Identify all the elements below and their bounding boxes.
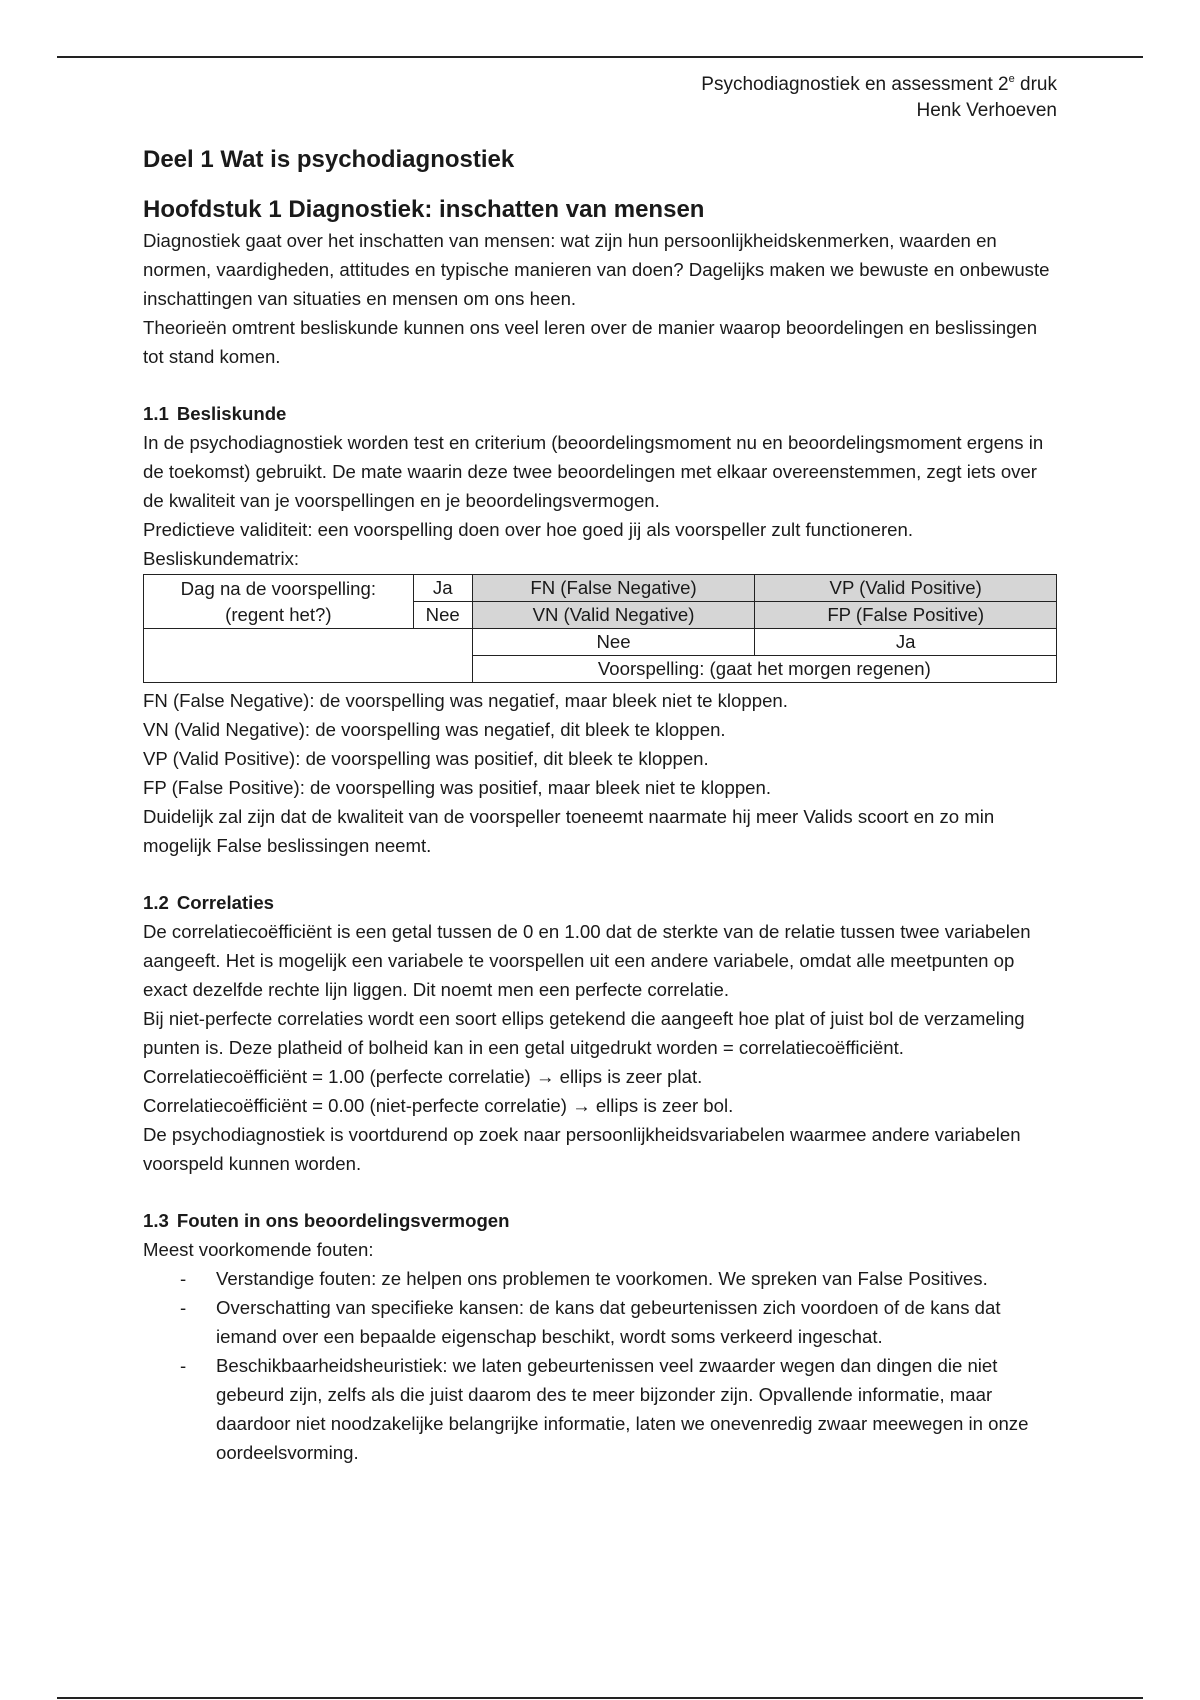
definition-fn: FN (False Negative): de voorspelling was negatief, maar bleek niet te kloppen.: [143, 690, 788, 711]
definition-vn: VN (Valid Negative): de voorspelling was negatief, dit bleek te kloppen.: [143, 719, 726, 740]
matrix-row-ja: [144, 575, 1057, 602]
matrix-cell-vn: VN (Valid Negative): [472, 602, 755, 629]
section-heading-1-3: 1.3 Fouten in ons beoordelingsvermogen: [143, 1210, 510, 1231]
bullet-dash: -: [180, 1355, 187, 1376]
section-1-2-paragraph-2: Bij niet-perfecte correlaties wordt een soort ellips getekend die aangeeft hoe plat of juist bol de verzameling punten is. Deze platheid of bolheid kan in een getal uitgedrukt worden = correlatiecoëfficiënt. Correlatiecoëfficiënt = 1.00 (perfecte correlatie) → ellips is zeer plat.: [143, 1008, 1025, 1087]
section-1-2-paragraph-4: De psychodiagnostiek is voortdurend op zoek naar persoonlijkheidsvariabelen waarmee andere variabelen voorspeld kunnen worden.: [143, 1124, 1021, 1174]
list-item: - Beschikbaarheidsheuristiek: we laten gebeurtenissen veel zwaarder wegen dan dingen die niet gebeurd zijn, zelfs als die juist daarom des te meer bijzonder zijn. Opvallende informatie, maar daardoor niet noodzakelijke belangrijke informatie, laten we onevenredig zwaar meewegen in onze oordeelsvorming.: [216, 1351, 1057, 1467]
running-header: [143, 72, 1057, 124]
top-rule: [57, 56, 1143, 58]
matrix-row-columns: [144, 629, 1057, 656]
list-item: - Overschatting van specifieke kansen: de kans dat gebeurtenissen zich voordoen of de kans dat iemand over een bepaalde eigenschap beschikt, wordt soms verkeerd ingeschat.: [216, 1293, 1057, 1351]
matrix-col-nee: Nee: [472, 629, 755, 656]
section-1-3-intro: Meest voorkomende fouten:: [143, 1239, 374, 1260]
chapter-title: Hoofdstuk 1 Diagnostiek: inschatten van mensen: [143, 196, 705, 223]
matrix-cell-ja: Ja: [413, 575, 472, 602]
matrix-cell-nee: Nee: [413, 602, 472, 629]
matrix-row-header: Dag na de voorspelling: (regent het?): [144, 575, 414, 629]
bullet-dash: -: [180, 1297, 187, 1318]
section-heading-1-2: 1.2 Correlaties: [143, 892, 275, 913]
matrix-cell-vp: VP (Valid Positive): [755, 575, 1057, 602]
definition-vp: VP (Valid Positive): de voorspelling was positief, dit bleek te kloppen.: [143, 748, 709, 769]
author-name: Henk Verhoeven: [916, 100, 1057, 121]
section-1-1-paragraph-1: In de psychodiagnostiek worden test en criterium (beoordelingsmoment nu en beoordelingsmoment ergens in de toekomst) gebruikt. De mate waarin deze twee beoordelingen met elkaar overeenstemmen, zegt iets over de kwaliteit van je voorspellingen en je beoordelingsvermogen.: [143, 432, 1044, 511]
list-item: - Verstandige fouten: ze helpen ons problemen te voorkomen. We spreken van False Positives.: [216, 1264, 1057, 1293]
section-1-2-paragraph-3: Correlatiecoëfficiënt = 0.00 (niet-perfecte correlatie) → ellips is zeer bol.: [143, 1095, 734, 1116]
section-1-1-paragraph-3: Besliskundematrix:: [143, 548, 300, 569]
section-1-1-paragraph-2: Predictieve validiteit: een voorspelling doen over hoe goed jij als voorspeller zult functioneren.: [143, 519, 914, 540]
section-1-1-paragraph-4: Duidelijk zal zijn dat de kwaliteit van de voorspeller toeneemt naarmate hij meer Valids scoort en zo min mogelijk False beslissingen neemt.: [143, 806, 995, 856]
definition-fp: FP (False Positive): de voorspelling was positief, maar bleek niet te kloppen.: [143, 777, 772, 798]
bottom-rule: [57, 1697, 1143, 1699]
page-content: [143, 72, 1057, 1467]
part-title: Deel 1 Wat is psychodiagnostiek: [143, 146, 515, 173]
intro-paragraph-1: Diagnostiek gaat over het inschatten van mensen: wat zijn hun persoonlijkheidskenmerken, waarden en normen, vaardigheden, attitudes en typische manieren van doen? Dagelijks maken we bewuste en onbewuste inschattingen van situaties en mensen om ons heen.: [143, 230, 1050, 309]
matrix-col-ja: Ja: [755, 629, 1057, 656]
matrix-col-header: Voorspelling: (gaat het morgen regenen): [472, 656, 1056, 683]
matrix-cell-fn: FN (False Negative): [472, 575, 755, 602]
matrix-cell-fp: FP (False Positive): [755, 602, 1057, 629]
bullet-dash: -: [180, 1268, 187, 1289]
decision-matrix-table: [143, 574, 1057, 683]
intro-paragraph-2: Theorieën omtrent besliskunde kunnen ons veel leren over de manier waarop beoordelingen en beslissingen tot stand komen.: [143, 317, 1038, 367]
matrix-empty-cell: [144, 629, 473, 683]
book-title: Psychodiagnostiek en assessment 2e druk: [701, 73, 1057, 95]
section-1-2-paragraph-1: De correlatiecoëfficiënt is een getal tussen de 0 en 1.00 dat de sterkte van de relatie tussen twee variabelen aangeeft. Het is mogelijk een variabele te voorspellen uit een andere variabele, omdat alle meetpunten op exact dezelfde rechte lijn liggen. Dit noemt men een perfecte correlatie.: [143, 921, 1031, 1000]
error-list: [143, 1264, 1057, 1467]
section-heading-1-1: 1.1 Besliskunde: [143, 403, 287, 424]
